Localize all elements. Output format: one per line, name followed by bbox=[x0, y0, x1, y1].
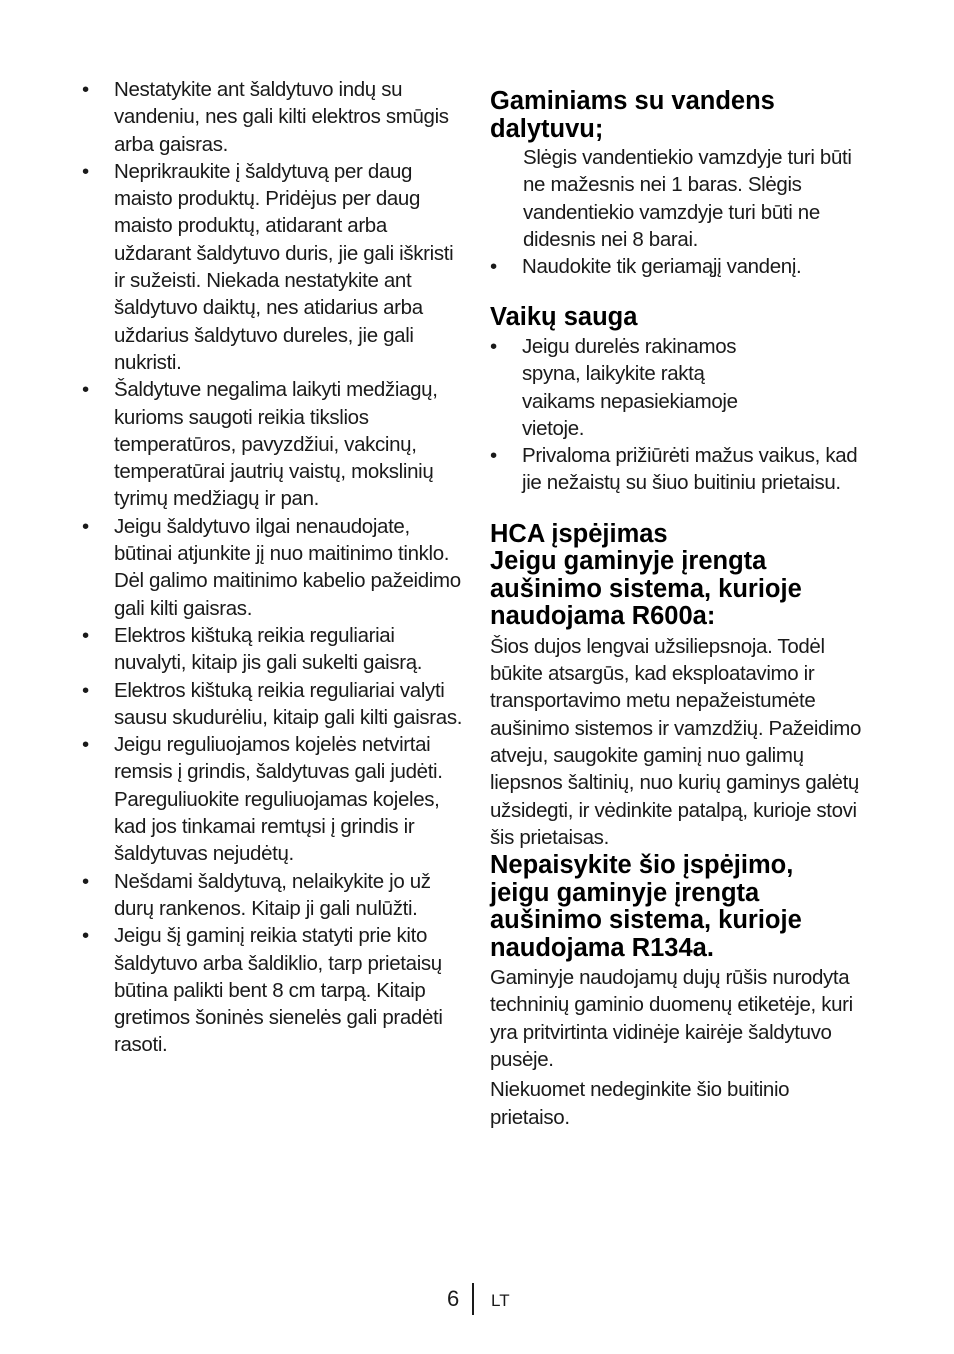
water-pressure-paragraph: Slėgis vandentiekio vamzdyje turi būti ne mažesnis nei 1 baras. Slėgis vandentiekio vamzdyje turi būti ne didesnis nei 8 barai. bbox=[523, 146, 852, 251]
list-item: • Elektros kištuką reikia reguliariai nuvalyti, kitaip jis gali sukelti gaisrą. bbox=[82, 622, 466, 677]
child-safety-bullet-list bbox=[490, 333, 876, 497]
language-code: LT bbox=[491, 1291, 510, 1310]
safety-bullet-list bbox=[82, 76, 466, 1059]
r134a-paragraph: Gaminyje naudojamų dujų rūšis nurodyta techninių gaminio duomenų etiketėje, kuri yra pritvirtinta vidinėje kairėje šaldytuvo pusėje. bbox=[490, 966, 853, 1072]
page-number: 6 bbox=[447, 1286, 460, 1311]
list-item: • Neprikraukite į šaldytuvą per daug maisto produktų. Pridėjus per daug maisto produktų, atidarant arba uždarant šaldytuvo duris, jie gali iškristi ir sužeisti. Niekada nestatykite ant šaldytuvo daiktų, nes atidarius arba uždarius šaldytuvo dureles, jie gali nukristi. bbox=[82, 158, 466, 376]
water-bullet-list bbox=[490, 253, 876, 280]
list-item: • Jeigu šį gaminį reikia statyti prie kito šaldytuvo arba šaldiklio, tarp prietaisų būtina palikti bent 8 cm tarpą. Kitaip gretimos šoninės sienelės gali pradėti rasoti. bbox=[82, 922, 466, 1058]
footer-divider bbox=[472, 1283, 474, 1315]
r134a-heading: Nepaisykite šio įspėjimo, jeigu gaminyje įrengta aušinimo sistema, kurioje naudojama R134a. bbox=[490, 851, 802, 962]
hca-warning-heading: HCA įspėjimas bbox=[490, 519, 668, 548]
list-item: • Privaloma prižiūrėti mažus vaikus, kad jie nežaistų su šiuo buitiniu prietaisu. bbox=[490, 442, 876, 497]
r600a-heading: Jeigu gaminyje įrengta aušinimo sistema, kurioje naudojama R600a: bbox=[490, 547, 802, 631]
page-footer bbox=[0, 1283, 954, 1317]
r600a-paragraph: Šios dujos lengvai užsiliepsnoja. Todėl būkite atsargūs, kad eksploatavimo ir transportavimo metu nepažeistumėte aušinimo sistemos ir vamzdžių. Pažeidimo atveju, saugokite gaminį nuo galimų liepsnos šaltinių, nuo kurių gaminys galėtų užsidegti, ir vėdinkite patalpą, kurioje stovi šis prietaisas. bbox=[490, 634, 862, 849]
list-item: • Šaldytuve negalima laikyti medžiagų, kurioms saugoti reikia tikslios temperatūros, pavyzdžiui, vakcinų, temperatūrai jautrių vaistų, mokslinių tyrimų medžiagų ir pan. bbox=[82, 376, 466, 512]
left-column bbox=[82, 76, 466, 1059]
list-item: • Naudokite tik geriamąjį vandenį. bbox=[490, 253, 876, 280]
water-dispenser-heading: Gaminiams su vandens dalytuvu; bbox=[490, 87, 775, 143]
list-item: • Jeigu reguliuojamos kojelės netvirtai remsis į grindis, šaldytuvas gali judėti. Pareguliuokite reguliuojamas kojeles, kad jos tinkamai remtųsi į grindis ir šaldytuvas nejudėtų. bbox=[82, 731, 466, 867]
list-item: • Nestatykite ant šaldytuvo indų su vandeniu, nes gali kilti elektros smūgis arba gaisras. bbox=[82, 76, 466, 158]
list-item: • Nešdami šaldytuvą, nelaikykite jo už durų rankenos. Kitaip ji gali nulūžti. bbox=[82, 868, 466, 923]
list-item: • Elektros kištuką reikia reguliariai valyti sausu skudurėliu, kitaip gali kilti gaisras. bbox=[82, 677, 466, 732]
right-column bbox=[490, 88, 876, 1131]
disposal-paragraph: Niekuomet nedeginkite šio buitinio prietaiso. bbox=[490, 1078, 790, 1129]
list-item: • Jeigu durelės rakinamos spyna, laikykite raktą vaikams nepasiekiamoje vietoje. bbox=[490, 333, 876, 442]
list-item: • Jeigu šaldytuvo ilgai nenaudojate, būtinai atjunkite jį nuo maitinimo tinklo. Dėl galimo maitinimo kabelio pažeidimo gali kilti gaisras. bbox=[82, 513, 466, 622]
child-safety-heading: Vaikų sauga bbox=[490, 303, 638, 332]
